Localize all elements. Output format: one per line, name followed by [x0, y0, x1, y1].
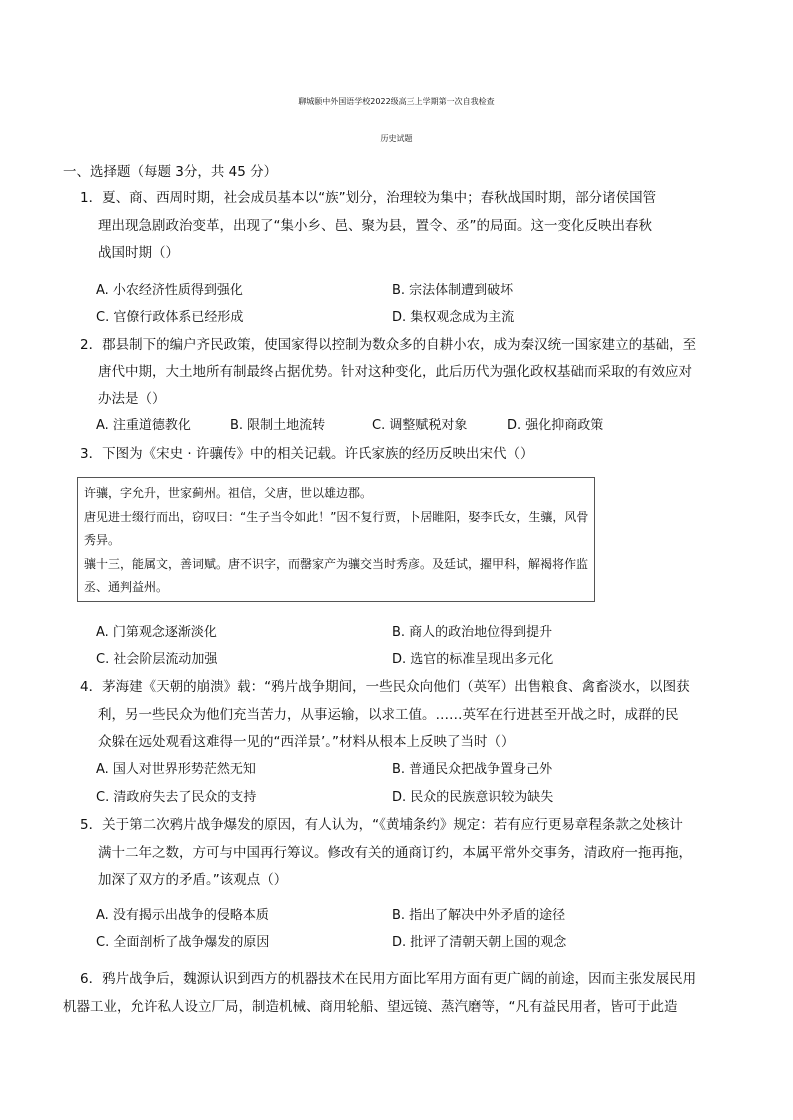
section-heading: 一、选择题（每题 3分，共 45 分） [63, 164, 278, 180]
exam-title: 聊城颐中外国语学校2022级高三上学期第一次自我检查 [298, 97, 495, 106]
question-stem-line: 3．下图为《宋史 · 许骧传》中的相关记载。许氏家族的经历反映出宋代（） [80, 446, 534, 462]
option-d: D. 民众的民族意识较为缺失 [392, 790, 554, 805]
question-stem-line: 理出现急剧政治变革，出现了“集小乡、邑、聚为县，置令、丞”的局面。这一变化反映出春秋 [98, 218, 652, 234]
option-a: A. 没有揭示出战争的侵略本质 [96, 908, 269, 923]
option-d: D. 集权观念成为主流 [392, 310, 515, 325]
option-b: B. 普通民众把战争置身己外 [392, 762, 553, 777]
option-a: A. 小农经济性质得到强化 [96, 283, 243, 298]
question-stem-line: 办法是（） [98, 391, 166, 407]
question-stem-line: 战国时期（） [98, 245, 179, 261]
quote-line: 秀异。 [84, 533, 121, 547]
quote-line: 唐见进士缀行而出，窃叹曰：“生子当令如此！”因不复行贾，卜居睢阳，娶李氏女，生骧，风骨 [84, 510, 589, 524]
question-stem-line: 4．茅海建《天朝的崩溃》载：“鸦片战争期间，一些民众向他们（英军）出售粮食、禽畜淡水，以图获 [80, 679, 690, 695]
option-b: B. 宗法体制遭到破坏 [392, 283, 514, 298]
option-a: A. 国人对世界形势茫然无知 [96, 762, 256, 777]
option-d: D. 选官的标准呈现出多元化 [392, 652, 554, 667]
option-c: C. 清政府失去了民众的支持 [96, 790, 257, 805]
question-stem-line: 唐代中期，大土地所有制最终占据优势。针对这种变化，此后历代为强化政权基础而采取的有效应对 [98, 364, 692, 380]
question-stem-line: 1．夏、商、西周时期，社会成员基本以“族”划分，治理较为集中；春秋战国时期，部分诸侯国管 [80, 190, 657, 206]
quote-line: 丞、通判益州。 [84, 580, 169, 594]
option-c: C. 全面剖析了战争爆发的原因 [96, 935, 270, 950]
question-stem-line: 机器工业，允许私人设立厂局，制造机械、商用轮船、望远镜、蒸汽磨等，“凡有益民用者，皆可于此造 [63, 999, 678, 1015]
option-a: A. 注重道德教化 [96, 418, 191, 433]
question-stem-line: 利，另一些民众为他们充当苦力，从事运输，以求工值。……英军在行进甚至开战之时，成群的民 [98, 707, 679, 723]
question-stem-line: 加深了双方的矛盾。”该观点（） [98, 872, 288, 888]
exam-subtitle: 历史试题 [380, 134, 413, 143]
option-d: D. 批评了清朝天朝上国的观念 [392, 935, 567, 950]
question-stem-line: 满十二年之数，方可与中国再行筹议。修改有关的通商订约，本属平常外交事务，清政府一拖再拖， [98, 845, 692, 861]
quote-line: 骧十三，能属文，善词赋。唐不识字，而罄家产为骧交当时秀彦。及廷试，擢甲科，解褐将作监 [84, 557, 589, 571]
option-b: B. 指出了解决中外矛盾的途径 [392, 908, 566, 923]
question-stem-line: 5．关于第二次鸦片战争爆发的原因，有人认为，“《黄埔条约》规定：若有应行更易章程条款之处核计 [80, 817, 683, 833]
option-a: A. 门第观念逐渐淡化 [96, 625, 217, 640]
quote-line: 许骧，字允升，世家蓟州。祖信，父唐，世以雄边郡。 [84, 486, 373, 500]
question-stem-line: 众躲在远处观看这难得一见的“西洋景’。”材料从根本上反映了当时（） [98, 734, 515, 750]
option-c: C. 调整赋税对象 [372, 418, 468, 433]
question-stem-line: 6．鸦片战争后，魏源认识到西方的机器技术在民用方面比军用方面有更广阔的前途，因而主张发展民用 [80, 971, 697, 987]
option-d: D. 强化抑商政策 [507, 418, 604, 433]
option-b: B. 限制土地流转 [230, 418, 326, 433]
question-stem-line: 2．郡县制下的编户齐民政策，使国家得以控制为数众多的自耕小农，成为秦汉统一国家建立的基础，至 [80, 337, 697, 353]
option-b: B. 商人的政治地位得到提升 [392, 625, 553, 640]
option-c: C. 社会阶层流动加强 [96, 652, 218, 667]
option-c: C. 官僚行政体系已经形成 [96, 310, 244, 325]
